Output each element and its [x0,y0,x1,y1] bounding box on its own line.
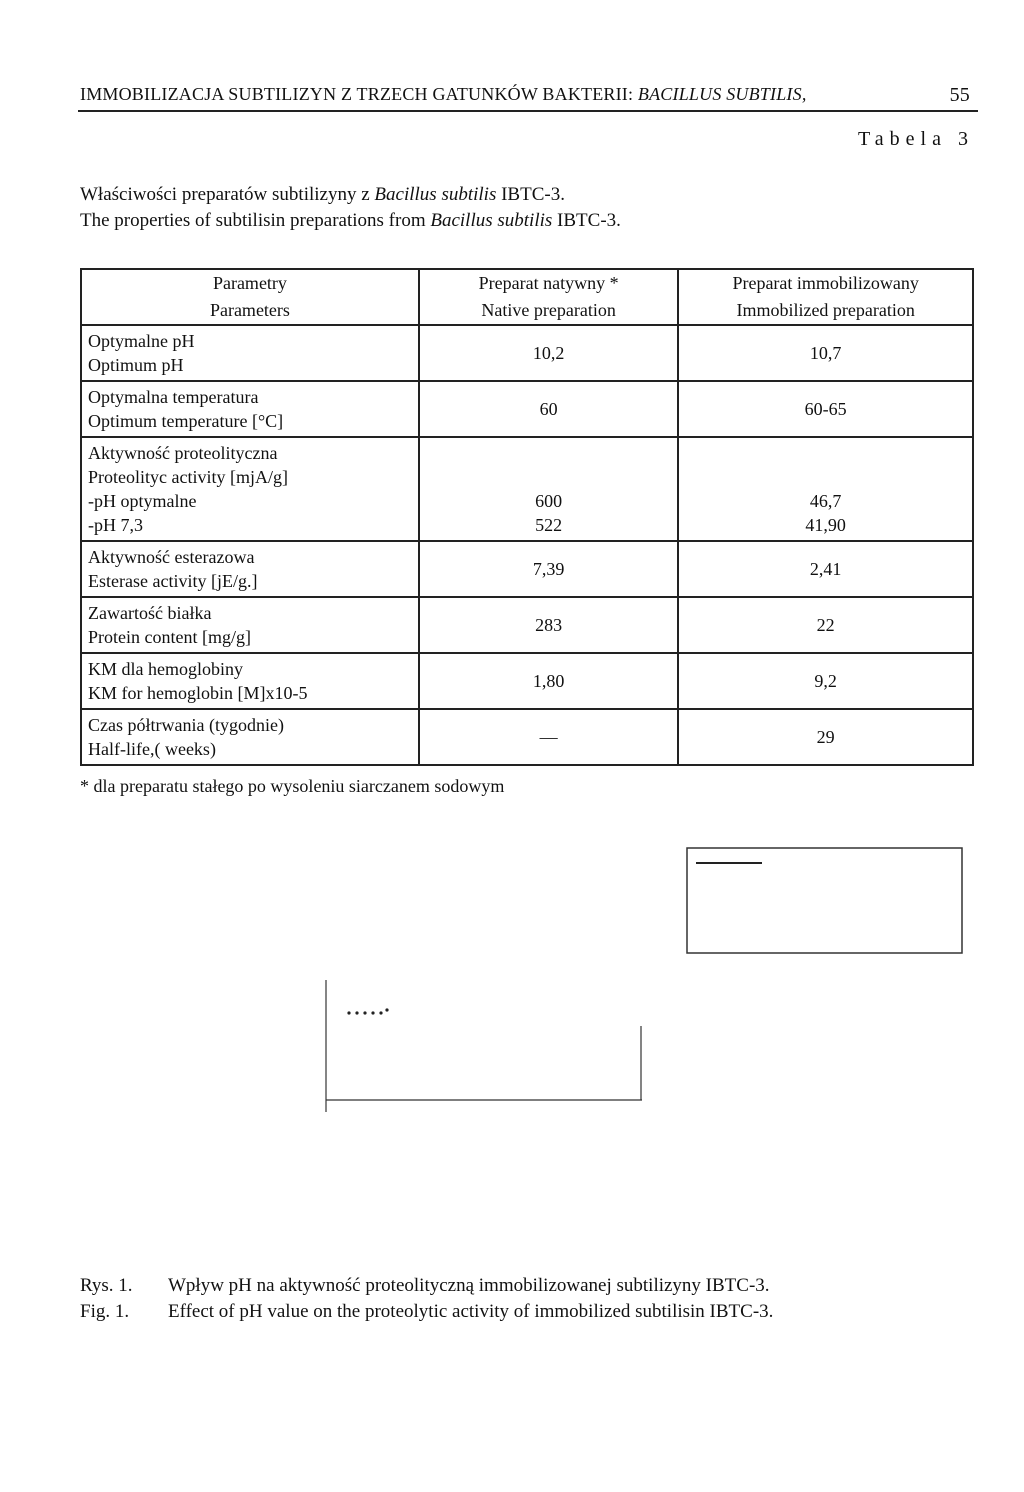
table-row [81,541,973,597]
header-native-pl: Preparat natywny * [478,273,619,293]
header-immobilized [678,269,973,325]
table-caption-pl [80,184,565,206]
table-header-row [81,269,973,325]
header-native [419,269,678,325]
table-row [81,381,973,437]
param-pl: Optymalne pH [88,331,195,351]
properties-table [80,268,974,766]
param-cell [81,597,419,653]
running-head-text: IMMOBILIZACJA SUBTILIZYN Z TRZECH GATUNKÓW BAKTERII: [80,84,638,104]
figure-caption-en-text: Effect of pH value on the proteolytic activity of immobilized subtilisin IBTC-3. [168,1301,774,1322]
caption-pl-prefix: Właściwości preparatów subtilizyny z [80,184,375,205]
running-head-italic: BACILLUS SUBTILIS, [637,84,807,104]
param-cell [81,653,419,709]
caption-en-italic: Bacillus subtilis [430,210,553,231]
caption-en-suffix: IBTC-3. [552,210,621,231]
native-value-optimum: 600 [535,491,563,511]
immobilized-value: 2,41 [678,541,973,597]
table-row [81,597,973,653]
param-en: KM for hemoglobin [M]x10-5 [88,683,308,703]
data-point [355,1011,358,1014]
page-number: 55 [949,84,970,106]
header-native-en: Native preparation [481,300,616,320]
param-cell [81,541,419,597]
param-en: Proteolityc activity [mjA/g] [88,467,288,487]
figure-caption-pl [80,1275,770,1297]
immobilized-value: 9,2 [678,653,973,709]
param-cell [81,381,419,437]
table-row [81,653,973,709]
caption-en-prefix: The properties of subtilisin preparations from [80,210,431,231]
param-cell [81,325,419,381]
figure-caption-pl-label: Rys. 1. [80,1275,133,1296]
caption-pl-italic: Bacillus subtilis [374,184,497,205]
param-en: Optimum pH [88,355,184,375]
immobilized-value: 60-65 [678,381,973,437]
native-value: 1,80 [419,653,678,709]
param-pl: Aktywność esterazowa [88,547,255,567]
param-pl: Czas półtrwania (tygodnie) [88,715,284,735]
header-rule [78,110,978,112]
header-parameters-en: Parameters [209,300,290,320]
native-value: 60 [419,381,678,437]
native-value: 7,39 [419,541,678,597]
table-label: Tabela 3 [857,128,974,150]
immobilized-value [678,437,973,541]
param-en: Optimum temperature [°C] [88,411,284,431]
header-parameters [81,269,419,325]
param-pl: KM dla hemoglobiny [88,659,243,679]
table-caption-en [80,210,621,232]
data-point [363,1011,366,1014]
param-sub-ph73: -pH 7,3 [88,515,143,535]
figure-caption-pl-text: Wpływ pH na aktywność proteolityczną immobilizowanej subtilizyny IBTC-3. [168,1275,770,1296]
immobilized-value: 22 [678,597,973,653]
data-point [379,1011,382,1014]
native-value: 10,2 [419,325,678,381]
header-immobilized-en: Immobilized preparation [736,300,915,320]
native-value: 283 [419,597,678,653]
param-en: Half-life,( weeks) [88,739,216,759]
param-cell [81,437,419,541]
caption-pl-suffix: IBTC-3. [496,184,565,205]
immobilized-value: 10,7 [678,325,973,381]
native-value [419,437,678,541]
figure-caption-en-label: Fig. 1. [80,1301,130,1322]
header-immobilized-pl: Preparat immobilizowany [732,273,919,293]
param-cell [81,709,419,765]
native-value-ph73: 522 [535,515,563,535]
table-footnote: * dla preparatu stałego po wysoleniu siarczanem sodowym [80,776,505,796]
header-parameters-pl: Parametry [212,273,287,293]
figure-graph-fragment [320,840,970,1140]
param-pl: Optymalna temperatura [88,387,259,407]
table-row [81,709,973,765]
figure-caption-en [80,1301,773,1323]
param-pl: Zawartość białka [88,603,212,623]
data-point [371,1011,374,1014]
native-value: — [419,709,678,765]
param-en: Protein content [mg/g] [88,627,251,647]
table-row [81,325,973,381]
param-pl: Aktywność proteolityczna [88,443,278,463]
immobilized-value-ph73: 41,90 [805,515,846,535]
running-head [80,84,970,105]
data-point [347,1011,350,1014]
param-sub-optimum: -pH optymalne [88,491,197,511]
param-en: Esterase activity [jE/g.] [88,571,258,591]
immobilized-value: 29 [678,709,973,765]
table-row [81,437,973,541]
data-point [385,1008,388,1011]
immobilized-value-optimum: 46,7 [809,491,842,511]
